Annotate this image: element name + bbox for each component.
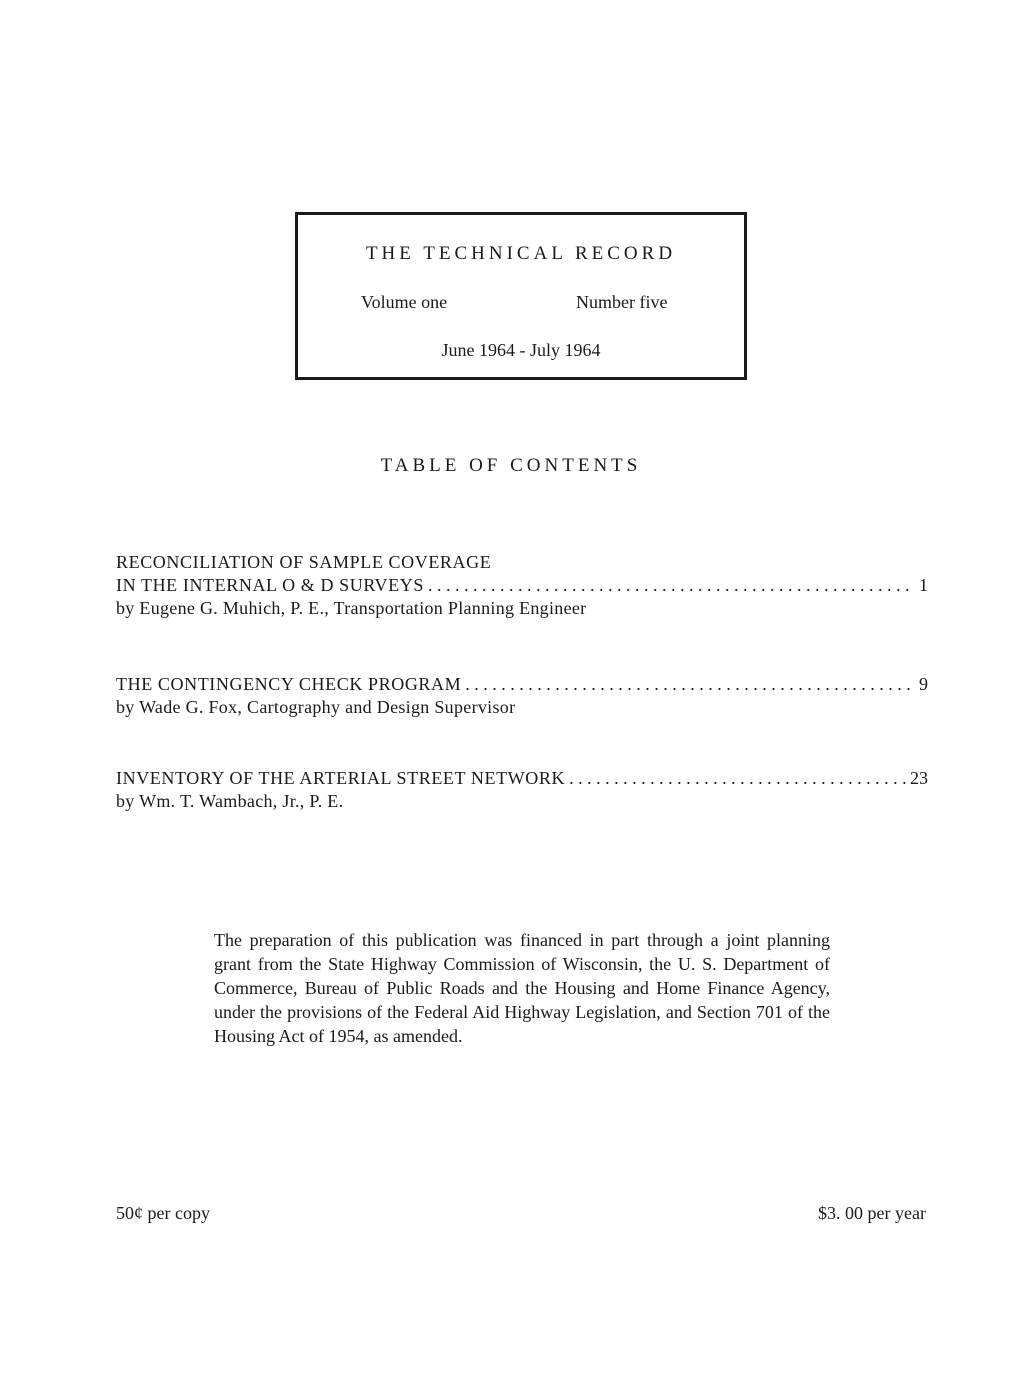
publication-title: THE TECHNICAL RECORD <box>365 243 677 264</box>
toc-entry-title-line <box>116 551 928 574</box>
dot-leader <box>424 574 910 597</box>
issue-number-label: Number five <box>576 292 668 312</box>
masthead-box <box>295 212 747 380</box>
toc-entry-title: IN THE INTERNAL O & D SURVEYS <box>116 575 424 595</box>
toc-entry-title-line <box>116 574 928 597</box>
issue-dates: June 1964 - July 1964 <box>441 340 601 360</box>
toc-entry-title-line <box>116 673 928 696</box>
toc-entry-author: by Eugene G. Muhich, P. E., Transportation Planning Engineer <box>116 598 587 618</box>
funding-note: The preparation of this publication was financed in part through a joint planning grant from the State Highway Commission of Wisconsin, the U. S. Department of Commerce, Bureau of Public Roads and the Housing and Home Finance Agency, under the provisions of the Federal Aid Highway Legislation, and Section 701 of the Housing Act of 1954, as amended. <box>214 930 830 1046</box>
price-per-year: $3. 00 per year <box>818 1203 926 1223</box>
dot-leader <box>565 767 910 790</box>
toc-entry-title: THE CONTINGENCY CHECK PROGRAM <box>116 674 462 694</box>
toc-entry <box>116 767 928 813</box>
toc-entry <box>116 551 928 620</box>
toc-entry-title: RECONCILIATION OF SAMPLE COVERAGE <box>116 552 492 572</box>
volume-label: Volume one <box>361 292 448 312</box>
dot-leader <box>461 673 910 696</box>
toc-entry-page: 23 <box>910 768 928 788</box>
toc-entry <box>116 673 928 719</box>
toc-heading: TABLE OF CONTENTS <box>380 455 642 476</box>
price-per-copy: 50¢ per copy <box>116 1203 210 1223</box>
toc-entry-page: 1 <box>919 575 928 595</box>
toc-entry-page: 9 <box>919 674 928 694</box>
toc-entry-author: by Wm. T. Wambach, Jr., P. E. <box>116 791 344 811</box>
toc-entry-title-line <box>116 767 928 790</box>
toc-entry-title: INVENTORY OF THE ARTERIAL STREET NETWORK <box>116 768 566 788</box>
toc-entry-author: by Wade G. Fox, Cartography and Design Supervisor <box>116 697 516 717</box>
